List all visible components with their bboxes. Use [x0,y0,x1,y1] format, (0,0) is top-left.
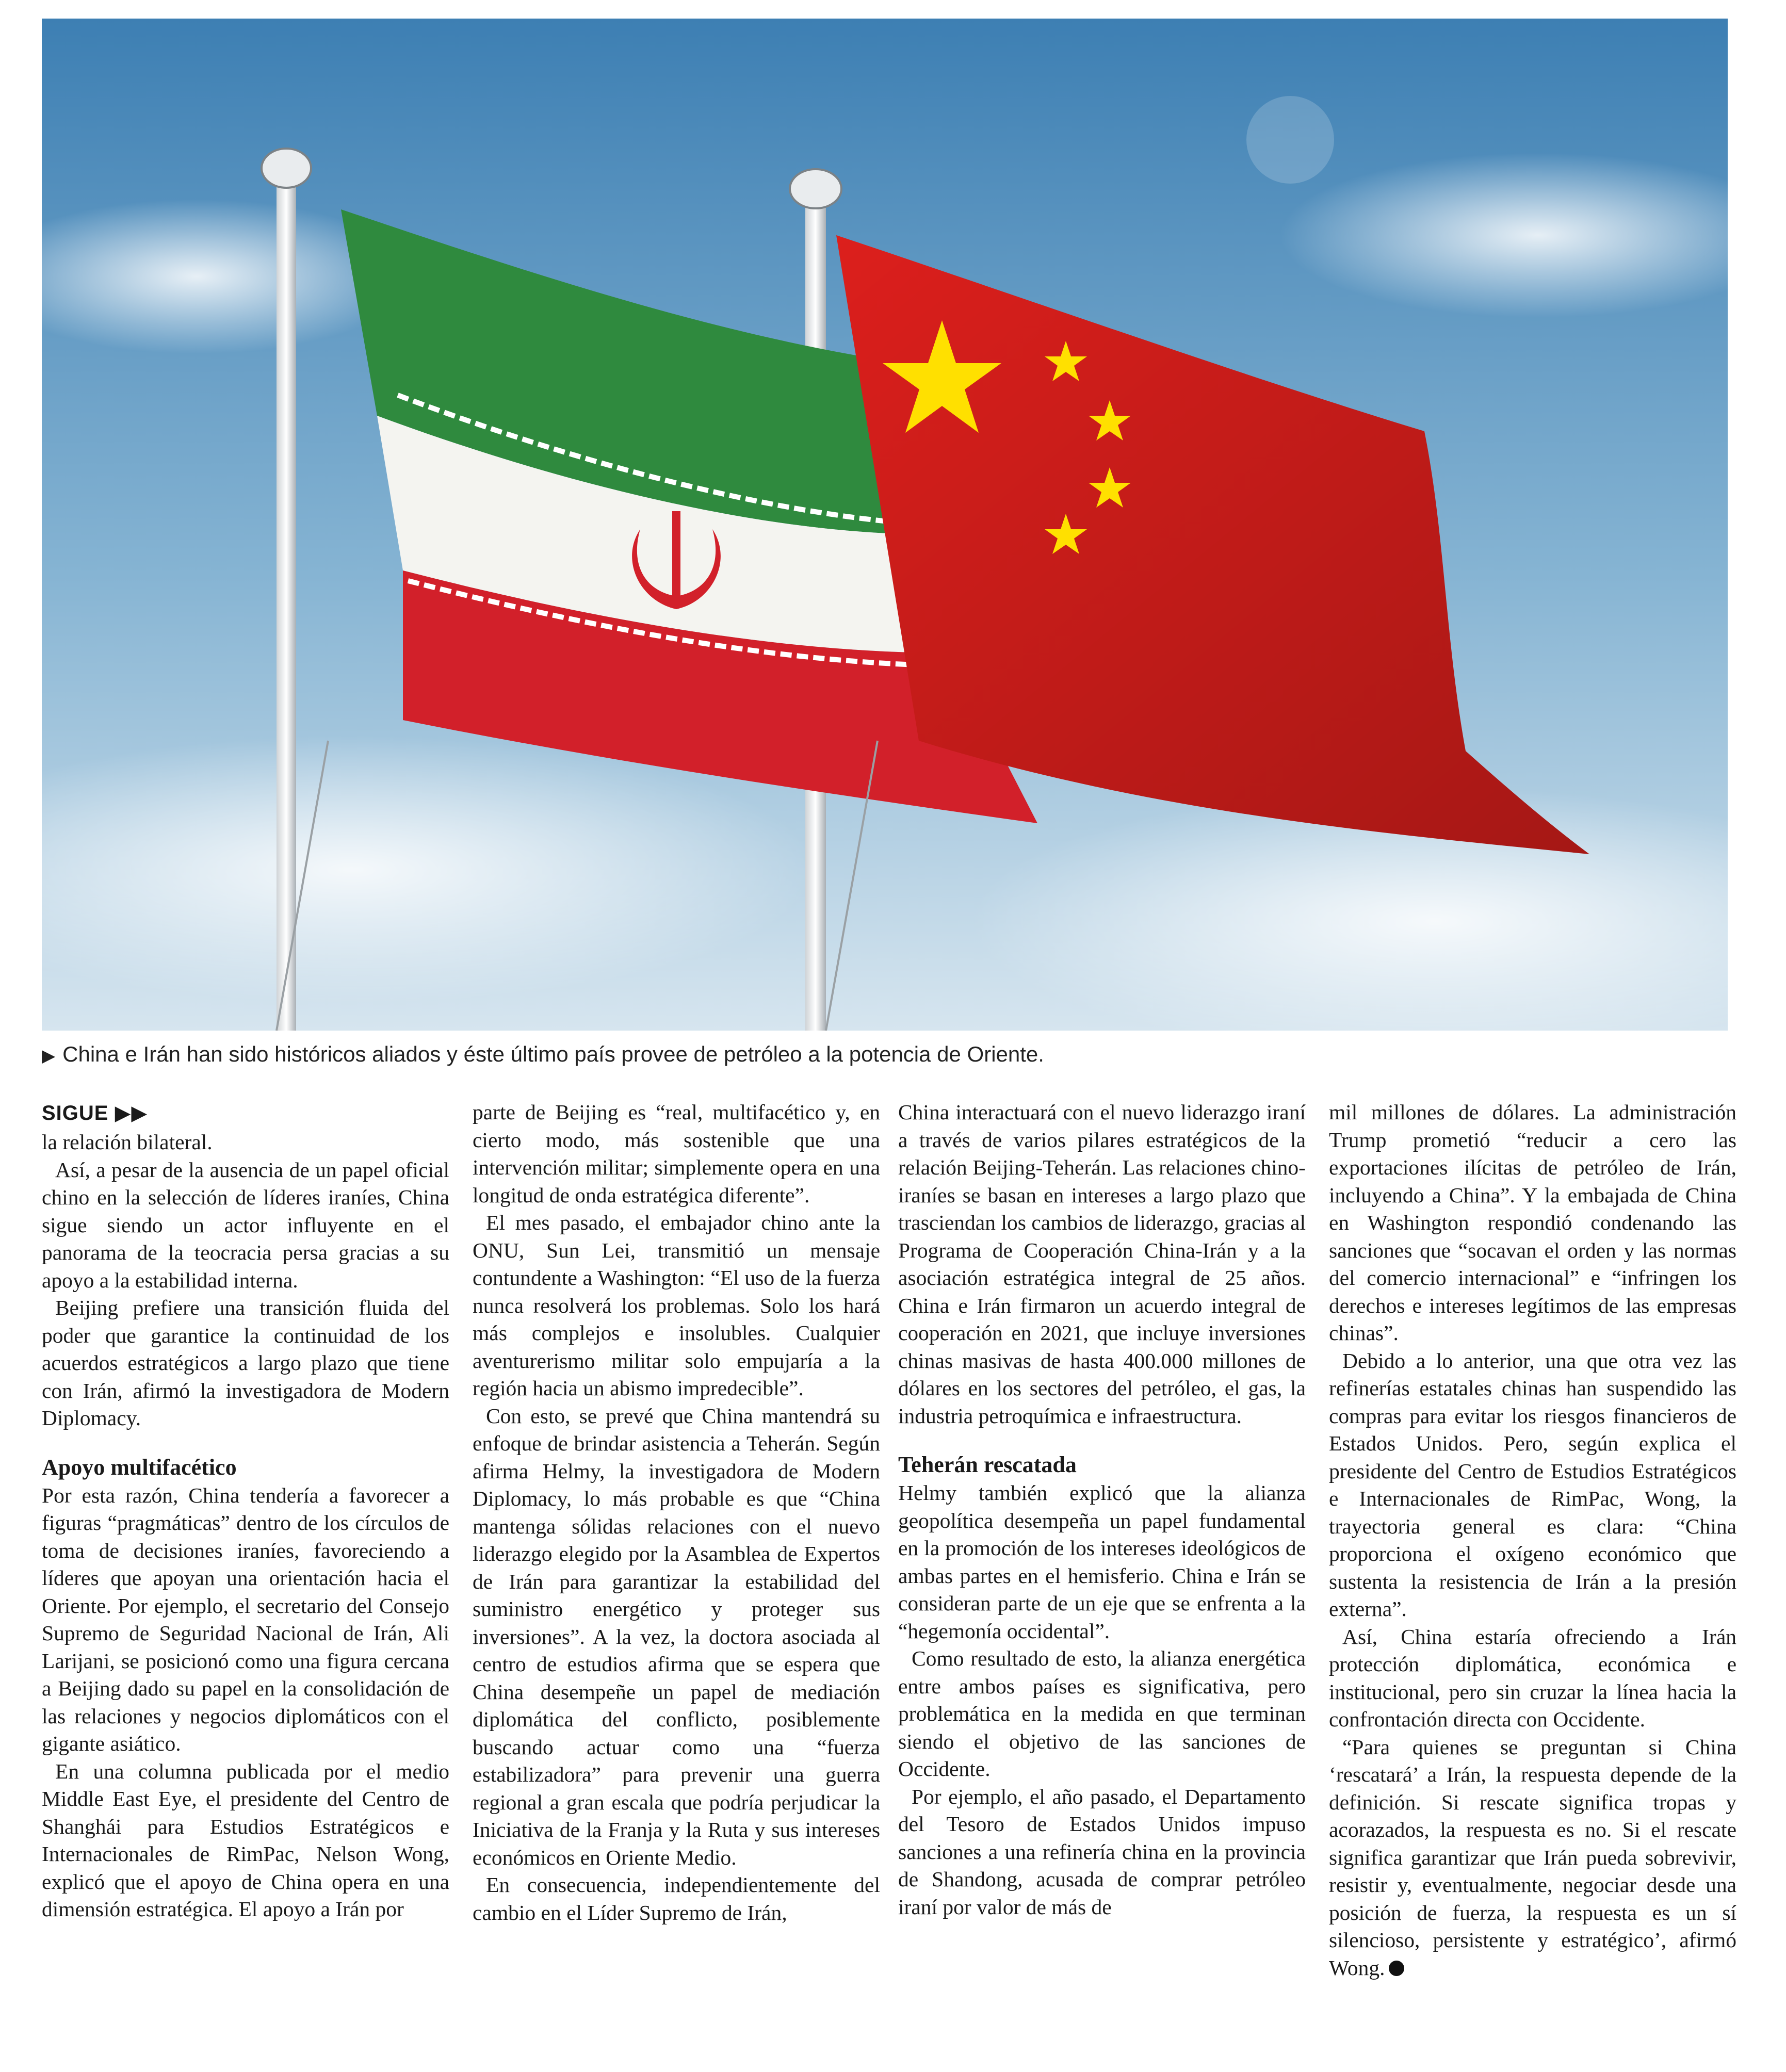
section-heading: Apoyo multifacético [42,1454,237,1480]
paragraph: En consecuencia, independientemente del cambio en el Líder Supremo de Irán, [473,1873,880,1924]
paragraph: Helmy también explicó que la alianza geopolítica desempeña un papel fundamental en la promoción de los intereses ideológicos de ambas partes en el hemisferio. China e Irán se consideran parte de un eje que se enfrenta a la “hegemonía occidental”. [898,1481,1306,1643]
paragraph: Así, a pesar de la ausencia de un papel oficial chino en la selección de líderes iraníes, China sigue siendo un actor influyente en el panorama de la teocracia persa gracias a su apoyo a la estabilidad interna. [42,1157,449,1292]
article-column-1 [42,1099,449,2063]
article-column-4 [1329,1099,1736,2063]
paragraph: mil millones de dólares. La administración Trump prometió “reducir a cero las exportaciones ilícitas de petróleo de Irán, incluyendo a China”. Y la embajada de China en Washington respondió condenando las sanciones que “socavan el orden y las normas del comercio internacional” e “infringen los derechos e intereses legítimos de las empresas chinas”. [1329,1100,1736,1345]
paragraph: Con esto, se prevé que China mantendrá su enfoque de brindar asistencia a Teherán. Según afirma Helmy, la investigadora de Modern Diplomacy, lo más probable es que “China mantenga sólidas relaciones con el nuevo liderazgo elegido por la Asamblea de Expertos de Irán para garantizar la estabilidad del suministro energético y proteger sus inversiones”. A la vez, la doctora asociada al centro de estudios afirma que se espera que China desempeñe un papel de mediación diplomática del conflicto, posiblemente buscando actuar como una “fuerza estabilizadora” para prevenir una guerra regional a gran escala que podría perjudicar la Iniciativa de la Franja y la Ruta y sus intereses económicos en Oriente Medio. [473,1404,880,1869]
article-column-2 [473,1099,880,2063]
paragraph [1329,1734,1736,1982]
sigue-label: SIGUE ▶▶ [42,1102,148,1124]
paragraph: En una columna publicada por el medio Middle East Eye, el presidente del Centro de Shanghái para Estudios Estratégicos e Internacionales de RimPac, Nelson Wong, explicó que el apoyo de China opera en una dimensión estratégica. El apoyo a Irán por [42,1759,449,1921]
flags-photo [42,19,1728,1031]
paragraph: la relación bilateral. [42,1130,213,1154]
double-arrow-icon: ▶▶ [115,1102,148,1124]
paragraph: Como resultado de esto, la alianza energética entre ambos países es significativa, pero problemática en la medida en que terminan siendo el objetivo de las sanciones de Occidente. [898,1646,1306,1781]
caption-marker-icon: ▶ [42,1046,56,1066]
photo-caption [42,1041,1728,1069]
caption-text: China e Irán han sido históricos aliados y éste último país provee de petróleo a la potencia de Oriente. [62,1042,1044,1066]
paragraph: China interactuará con el nuevo liderazgo iraní a través de varios pilares estratégicos de la relación Beijing-Teherán. Las relaciones chino-iraníes se basan en intereses a largo plazo que trasciendan los cambios de liderazgo, gracias al Programa de Cooperación China-Irán y a la asociación estratégica integral de 25 años. China e Irán firmaron un acuerdo integral de cooperación en 2021, que incluye inversiones chinas masivas de hasta 400.000 millones de dólares en los sectores del petróleo, el gas, la industria petroquímica e infraestructura. [898,1100,1306,1428]
paragraph: Beijing prefiere una transición fluida del poder que garantice la continuidad de los acuerdos estratégicos a largo plazo que tiene con Irán, afirmó la investigadora de Modern Diplomacy. [42,1296,449,1430]
paragraph: El mes pasado, el embajador chino ante la ONU, Sun Lei, transmitió un mensaje contundente a Washington: “El uso de la fuerza nunca resolverá los problemas. Solo los hará más complejos e insolubles. Cualquier aventurerismo militar solo empujaría a la región hacia un abismo impredecible”. [473,1211,880,1400]
paragraph: parte de Beijing es “real, multifacético y, en cierto modo, más sostenible que una intervención militar; simplemente opera en una longitud de onda estratégica diferente”. [473,1100,880,1207]
paragraph: Por ejemplo, el año pasado, el Departamento del Tesoro de Estados Unidos impuso sanciones a una refinería china en la provincia de Shandong, acusada de comprar petróleo iraní por valor de más de [898,1784,1306,1919]
paragraph: Por esta razón, China tendería a favorecer a figuras “pragmáticas” dentro de los círculos de toma de decisiones iraníes, favoreciendo a líderes que apoyan una orientación hacia el Oriente. Por ejemplo, el secretario del Consejo Supremo de Seguridad Nacional de Irán, Ali Larijani, se posicionó como una figura cercana a Beijing dado su papel en la consolidación de las relaciones y negocios diplomáticos con el gigante asiático. [42,1483,449,1755]
paragraph: Debido a lo anterior, una que otra vez las refinerías estatales chinas han suspendido las compras para evitar los riesgos financieros de Estados Unidos. Pero, según explica el presidente del Centro de Estudios Estratégicos e Internacionales de RimPac, Wong, la trayectoria general es clara: “China proporciona el oxígeno económico que sustenta la resistencia de Irán a la presión externa”. [1329,1348,1736,1621]
article-column-3 [898,1099,1306,2063]
paragraph: Así, China estaría ofreciendo a Irán protección diplomática, económica e institucional, pero sin cruzar la línea hacia la confrontación directa con Occidente. [1329,1624,1736,1731]
end-dot-icon [1389,1961,1404,1976]
section-heading: Teherán rescatada [898,1452,1077,1477]
final-paragraph-text: “Para quienes se preguntan si China ‘rescatará’ a Irán, la respuesta depende de la definición. Si rescate significa tropas y acorazados, la respuesta es no. Si el rescate significa garantizar que Irán pueda sobrevivir, resistir y, eventualmente, negociar desde una posición de fuerza, la respuesta es un sí silencioso, persistente y estratégico’, afirmó Wong. [1329,1735,1736,1980]
